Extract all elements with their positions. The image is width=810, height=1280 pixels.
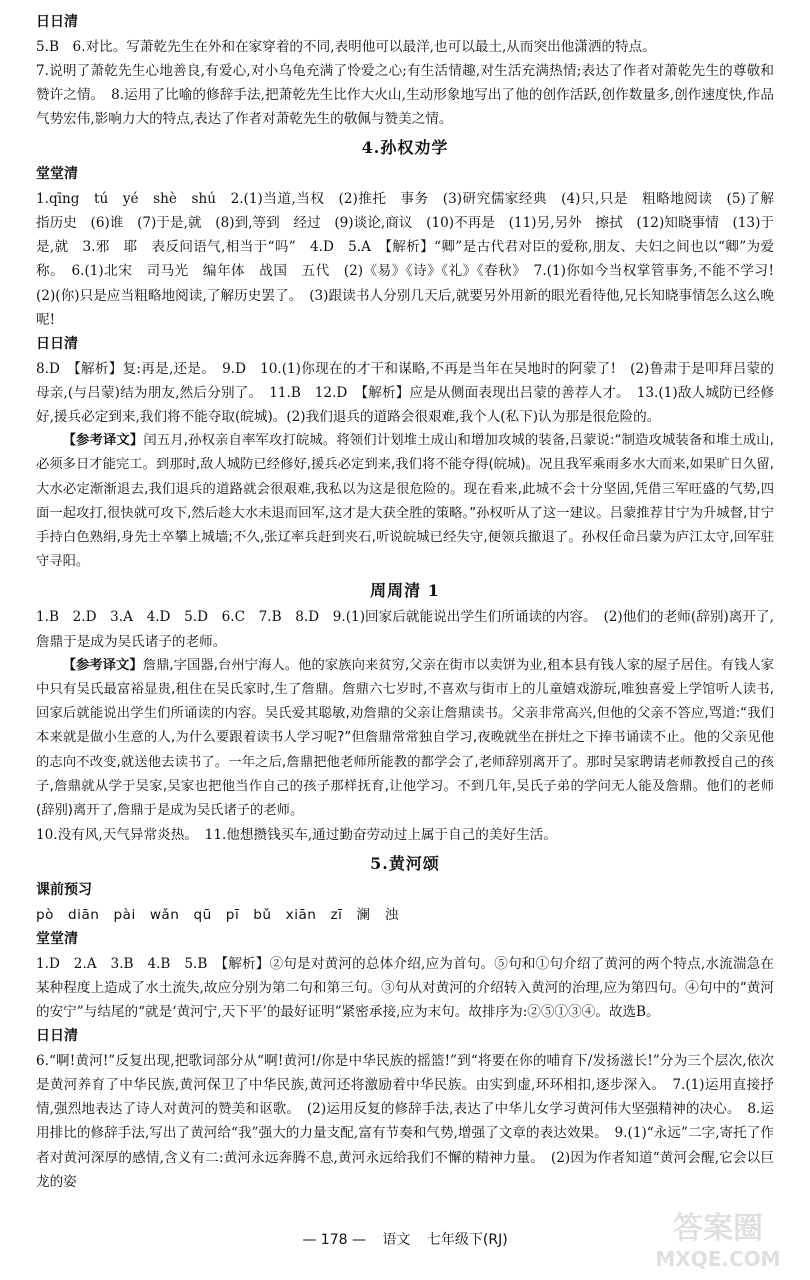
answer-paragraph: 7.说明了萧乾先生心地善良,有爱心,对小乌龟充满了怜爱之心;有生活情趣,对生活充满热情;表达了作者对萧乾先生的尊敬和赞许之情。 8.运用了比喻的修辞手法,把萧乾先生比作大火山,生动形象地写出了他的创作活跃,创作数量多,创作速度快,作品气势宏伟,影响力大的特点,表达了作者对萧乾先生的敬佩与赞美之情。 (36, 62, 774, 128)
answer-paragraph: 5.B 6.对比。写萧乾先生在外和在家穿着的不同,表明他可以最洋,也可以最土,从而突出他潇洒的特点。 (36, 38, 656, 55)
section-label-daily: 日日清 (36, 1028, 78, 1045)
answer-paragraph: 1.D 2.A 3.B 4.B 5.B 【解析】②句是对黄河的总体介绍,应为首句。⑤句和①句介绍了黄河的两个特点,水流湍急在某种程度上造成了水土流失,故应分别为第二句和第三句。③句从对黄河的介绍转入黄河的治理,应为第四句。④句中的“黄河的安宁”与结尾的“就是‘黄河宁,天下平’的最好证明”紧密承接,应为末句。故排序为:②⑤①③④。故选B。 (36, 955, 774, 1020)
watermark-url: MXQE.COM (655, 1247, 781, 1271)
watermark-logo (634, 1204, 802, 1274)
section-label-preview: 课前预习 (36, 882, 92, 899)
reference-translation (36, 429, 774, 574)
translation-text: 詹鼎,字国器,台州宁海人。他的家族向来贫穷,父亲在街市以卖饼为业,租本县有钱人家的屋子居住。有钱人家中只有吴氏最富裕显贵,租住在吴氏家时,生了詹鼎。詹鼎六七岁时,不喜欢与街市上的儿童嬉戏游玩,唯独喜爱上学馆听人读书,回家后就能说出学生们所诵读的内容。吴氏爱其聪敏,劝詹鼎的父亲让詹鼎读书。父亲非常高兴,但他的父亲不答应,骂道:“我们本来就是做小生意的人,为什么要跟着读书人学习呢?”但詹鼎常常独自学习,夜晚就坐在拼灶之下捧书诵读不止。他的父亲见他的志向不改变,就送他去读书了。一年之后,詹鼎把他老师所能教的都学会了,老师辞别离开了。那时吴家聘请老师教授自己的孩子,詹鼎就从学于吴家,吴家也把他当作自己的孩子那样抚育,让他学习。不到几年,吴氏子弟的学问无人能及詹鼎。他们的老师(辞别)离开了,詹鼎于是成为吴氏诸子的老师。 (36, 657, 775, 818)
lesson-title: 周周清 1 (370, 581, 440, 601)
subject-label: 语文 (382, 1232, 411, 1248)
page-number: — 178 — (302, 1232, 366, 1248)
answer-paragraph: 6.“啊!黄河!”反复出现,把歌词部分从“啊!黄河!/你是中华民族的摇篮!”到“将要在你的哺育下/发扬滋长!”分为三个层次,依次是黄河养育了中华民族,黄河保卫了中华民族,黄河还将激励着中华民族。由实到虚,环环相扣,逐步深入。 7.(1)运用直接抒情,强烈地表达了诗人对黄河的赞美和讴歌。 (2)运用反复的修辞手法,表达了中华儿女学习黄河伟大坚强精神的决心。 8.运用排比的修辞手法,写出了黄河给“我”强大的力量支配,富有节奏和气势,增强了文章的表达效果。 9.(1)“永远”二字,寄托了作者对黄河深厚的感情,含义有二:黄河永远奔腾不息,黄河永远给我们不懈的精神力量。 (2)因为作者知道“黄河会醒,它会以巨龙的姿 (36, 1052, 774, 1190)
answer-paragraph: 1.qīng tú yé shè shú 2.(1)当道,当权 (2)推托 事务 (3)研究儒家经典 (4)只,只是 粗略地阅读 (5)了解 指历史 (6)谁 (7)于是,就 (8)到,等到 经过 (9)谈论,商议 (10)不再是 (11)另,另外 擦拭 (12)知晓事情 (13)于是,就 3.邪 耶 表反问语气,相当于“吗” 4.D 5.A 【解析】“卿”是古代君对臣的爱称,朋友、夫妇之间也以“卿”为爱称。 6.(1)北宋 司马光 编年体 战国 五代 (2)《易》《诗》《礼》《春秋》 7.(1)你如今当权掌管事务,不能不学习! (2)(你)只是应当粗略地阅读,了解历史罢了。 (3)跟读书人分别几天后,就要另外用新的眼光看待他,兄长知晓事情怎么这么晚呢! (36, 190, 788, 328)
section-label-daily: 日日清 (36, 336, 78, 353)
translation-tag: 【参考译文】 (62, 657, 143, 673)
answer-paragraph: 10.没有风,天气异常炎热。 11.他想攒钱买车,通过勤奋劳动过上属于自己的美好生活。 (36, 827, 557, 844)
answer-paragraph: 8.D 【解析】复:再是,还是。 9.D 10.(1)你现在的才干和谋略,不再是当年在吴地时的阿蒙了! (2)鲁肃于是叩拜吕蒙的母亲,(与吕蒙)结为朋友,然后分别了。 11.B 12.D 【解析】应是从侧面表现出吕蒙的善荐人才。 13.(1)敌人城防已经修好,援兵必定到来,我们将不能夺取(皖城)。(2)我们退兵的道路会很艰难,我个人(私下)认为那是很危险的。 (36, 360, 774, 425)
watermark-text: 答案圈 (673, 1211, 763, 1246)
section-label-class: 堂堂清 (36, 166, 78, 183)
pinyin-answers: pò diān pài wǎn qū pī bǔ xiān zī 澜 浊 (36, 906, 399, 923)
section-label-daily: 日日清 (36, 14, 78, 30)
grade-label: 七年级下(RJ) (426, 1232, 508, 1248)
answer-paragraph: 1.B 2.D 3.A 4.D 5.D 6.C 7.B 8.D 9.(1)回家后就能说出学生们所诵读的内容。 (2)他们的老师(辞别)离开了,詹鼎于是成为吴氏诸子的老师。 (36, 609, 774, 650)
translation-tag: 【参考译文】 (62, 433, 144, 449)
reference-translation (36, 654, 774, 823)
section-label-class: 堂堂清 (36, 931, 78, 948)
lesson-title: 5.黄河颂 (370, 854, 440, 874)
lesson-title: 4.孙权劝学 (361, 138, 449, 158)
translation-text: 闰五月,孙权亲自率军攻打皖城。将领们计划堆土成山和增加攻城的装备,吕蒙说:“制造攻城装备和堆土成山,必须多日才能完工。到那时,敌人城防已经修好,援兵必定到来,我们将不能夺得(皖城)。况且我军乘雨多水大而来,如果旷日久留,大水必定渐渐退去,我们退兵的道路就会很艰难,我私以为这是很危险的。现在看来,此城不会十分坚固,凭借三军旺盛的气势,四面一起攻打,很快就可攻下,然后趁大水未退而回军,这才是大获全胜的策略。”孙权听从了这一建议。吕蒙推荐甘宁为升城督,甘宁手持白色熟绢,身先士卒攀上城墙;不久,张辽率兵赶到夹石,听说皖城已经失守,便领兵撤退了。孙权任命吕蒙为庐江太守,回军驻守寻阳。 (36, 433, 774, 570)
